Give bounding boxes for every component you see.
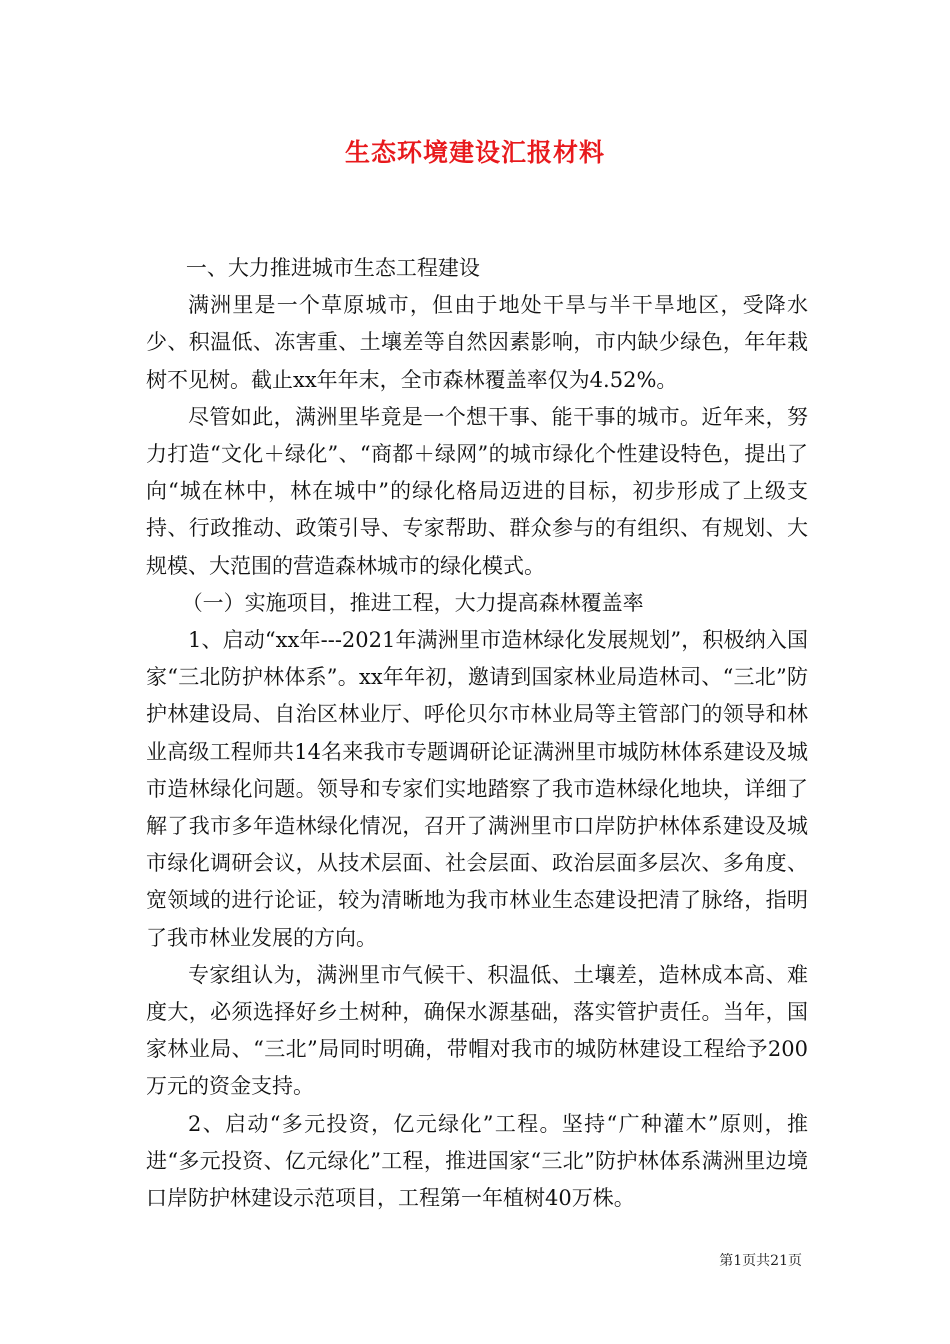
paragraph: 满洲里是一个草原城市，但由于地处干旱与半干旱地区，受降水少、积温低、冻害重、土壤差等自然因素影响，市内缺少绿色，年年栽树不见树。截止xx年年末，全市森林覆盖率仅为4.52%。	[146, 293, 808, 392]
page-number-footer: 第1页共21页	[719, 1253, 802, 1269]
section-heading: 一、大力推进城市生态工程建设	[185, 256, 480, 280]
paragraph: 尽管如此，满洲里毕竟是一个想干事、能干事的城市。近年来，努力打造“文化＋绿化”、“商都＋绿网”的城市绿化个性建设特色，提出了向“城在林中，林在城中”的绿化格局迈进的目标，初步形成了上级支持、行政推动、政策引导、专家帮助、群众参与的有组织、有规划、大规模、大范围的营造森林城市的绿化模式。	[146, 404, 808, 578]
subsection-heading: （一）实施项目，推进工程，大力提高森林覆盖率	[181, 590, 644, 615]
document-title: 生态环境建设汇报材料	[344, 138, 605, 167]
paragraph: 1、启动“xx年---2021年满洲里市造林绿化发展规划”，积极纳入国家“三北防护林体系”。xx年年初，邀请到国家林业局造林司、“三北”防护林建设局、自治区林业厅、呼伦贝尔市林业局等主管部门的领导和林业高级工程师共14名来我市专题调研论证满洲里市城防林体系建设及城市造林绿化问题。领导和专家们实地踏察了我市造林绿化地块，详细了解了我市多年造林绿化情况，召开了满洲里市口岸防护林体系建设及城市绿化调研会议，从技术层面、社会层面、政治层面多层次、多角度、宽领域的进行论证，较为清晰地为我市林业生态建设把清了脉络，指明了我市林业发展的方向。	[146, 628, 808, 950]
paragraph: 专家组认为，满洲里市气候干、积温低、土壤差，造林成本高、难度大，必须选择好乡土树种，确保水源基础，落实管护责任。当年，国家林业局、“三北”局同时明确，带帽对我市的城防林建设工程给予200万元的资金支持。	[146, 962, 808, 1099]
document-body	[146, 250, 808, 1217]
paragraph: 2、启动“多元投资，亿元绿化”工程。坚持“广种灌木”原则，推进“多元投资、亿元绿化”工程，推进国家“三北”防护林体系满洲里边境口岸防护林建设示范项目，工程第一年植树40万株。	[146, 1111, 808, 1211]
